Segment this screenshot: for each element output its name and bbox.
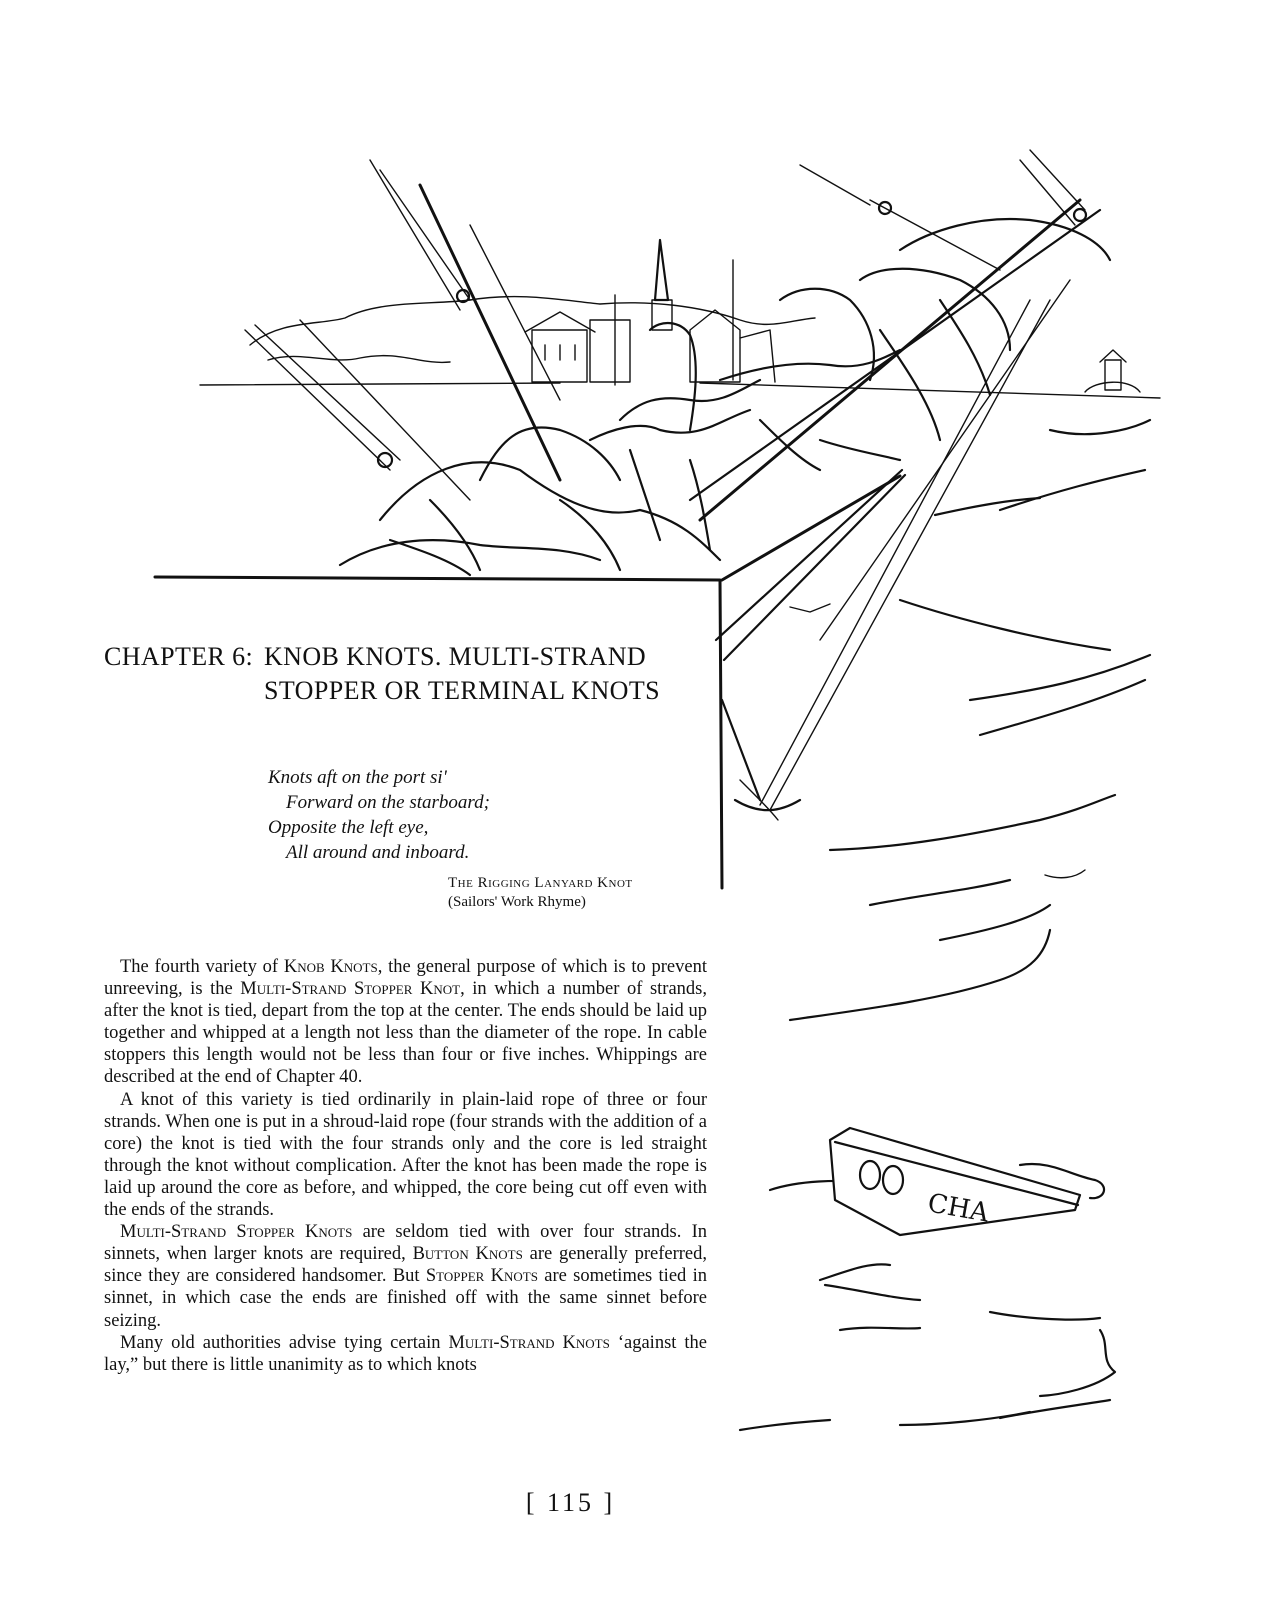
text-run: Many old authorities advise tying certain <box>120 1332 449 1353</box>
text-run: , the general purpose of which is to prevent unreeving, is the <box>104 957 707 1000</box>
term-multi-strand-stopper-knot: Multi-Strand Stopper Knot <box>240 979 461 1000</box>
epigraph-attribution <box>448 874 633 912</box>
term-button-knots: Button Knots <box>412 1244 523 1265</box>
paragraph-4 <box>104 1332 707 1376</box>
epigraph <box>268 765 490 865</box>
epigraph-line: Opposite the left eye, <box>268 817 429 838</box>
epigraph-line: Knots aft on the port si' <box>268 767 447 788</box>
water-strokes <box>740 420 1150 1430</box>
epigraph-source-note: (Sailors' Work Rhyme) <box>448 894 586 910</box>
text-run: are sometimes tied in sinnet, in which case the ends are finished off with the same sinnet before seizing. <box>104 1266 707 1331</box>
chapter-label: CHAPTER 6: <box>104 642 254 671</box>
text-run: The fourth variety of <box>120 957 284 977</box>
term-knob-knots: Knob Knots <box>283 957 378 977</box>
page-number: [ 115 ] <box>525 1488 616 1517</box>
text-run: are seldom tied with over four strands. In sinnets, when larger knots are required, <box>104 1222 708 1265</box>
text-run: , in which a number of strands, after the knot is tied, depart from the top at the center. The ends should be laid up together and whipped at a length not less than the diameter of the rope. In cable stoppers this length would not be less than four or five inches. Whippings are described at the end of Chapter 40. <box>104 979 707 1088</box>
text-run: ‘against the lay,” but there is little unanimity as to which knots <box>104 1332 708 1375</box>
paragraph-2: A knot of this variety is tied ordinarily in plain-laid rope of three or four strands. When one is put in a shroud-laid rope (four strands with the addition of a core) the knot is tied with the four strands only and the core is led straight through the knot without complication. After the knot has been made the rope is laid up around the core as before, and whipped, the core being cut off even with the ends of the strands. <box>104 1089 707 1221</box>
body-text <box>104 956 707 1376</box>
term-stopper-knots: Stopper Knots <box>425 1266 538 1287</box>
chapter-title-line-2: STOPPER OR TERMINAL KNOTS <box>264 676 660 705</box>
epigraph-line: Forward on the starboard; <box>286 792 490 813</box>
epigraph-line: All around and inboard. <box>286 842 470 863</box>
sign-text: CHA <box>925 1188 992 1229</box>
text-run: are generally preferred, since they are considered handsomer. But <box>104 1244 707 1287</box>
paragraph-1 <box>104 956 707 1089</box>
epigraph-source-title: The Rigging Lanyard Knot <box>448 875 633 891</box>
paragraph-3 <box>104 1221 707 1331</box>
floating-sign-drawing <box>830 1128 1104 1235</box>
term-multi-strand-knots: Multi-Strand Knots <box>448 1332 610 1353</box>
chapter-title-line-1: KNOB KNOTS. MULTI-STRAND <box>264 642 647 671</box>
term-multi-strand-stopper-knots: Multi-Strand Stopper Knots <box>120 1222 353 1243</box>
harbor-town-drawing <box>200 240 1160 398</box>
